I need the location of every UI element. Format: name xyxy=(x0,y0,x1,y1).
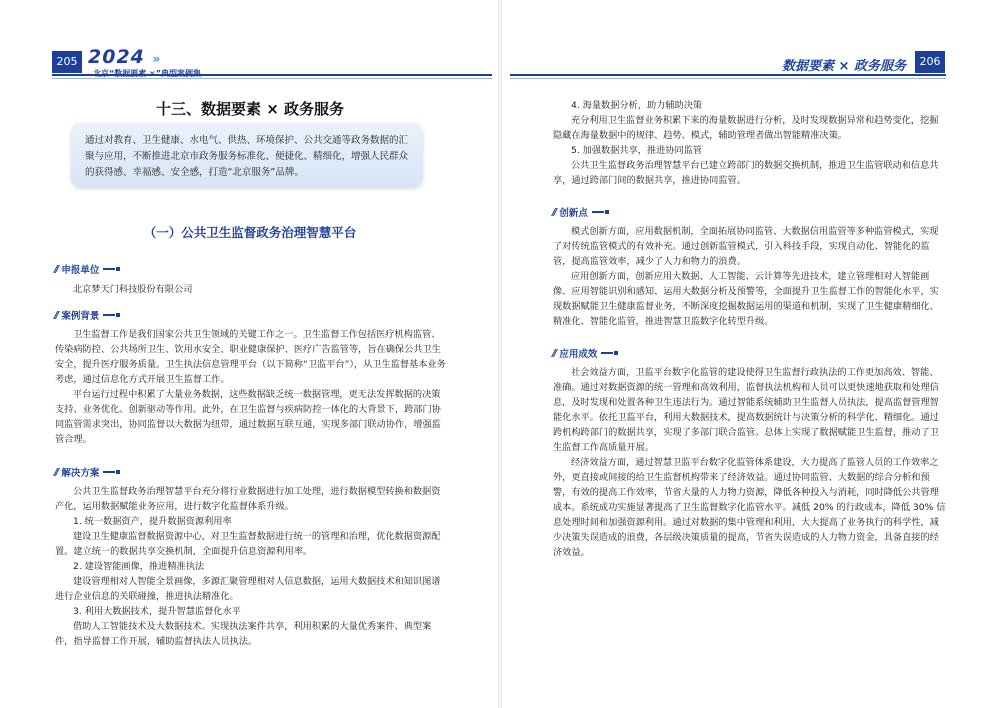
item-title: 5. 加强数据共享，推进协同监管 xyxy=(571,145,703,156)
heading-dot xyxy=(116,313,120,317)
page-number: 206 xyxy=(915,51,945,73)
slash-mark-icon: // xyxy=(552,347,556,359)
chapter-intro-box xyxy=(71,123,423,187)
paragraph: 充分利用卫生监督业务积累下来的海量数据进行分析，及时发现数据异常和趋势变化，挖掘隐藏在海量数据中的规律、趋势、模式，辅助管理者做出智能精准决策。 xyxy=(553,115,939,141)
item-title: 4. 海量数据分析，助力辅助决策 xyxy=(571,100,703,111)
slash-mark-icon: // xyxy=(54,466,58,478)
applicant-heading xyxy=(54,262,120,276)
paragraph: 公共卫生监督政务治理智慧平台已建立跨部门的数据交换机制，推进卫生监管联动和信息共享，通过跨部门间的数据共享，推进协同监管。 xyxy=(553,160,939,186)
results-heading xyxy=(552,346,618,360)
applicant-name: 北京梦天门科技股份有限公司 xyxy=(73,284,193,295)
heading-label: 应用成效 xyxy=(559,349,598,360)
heading-label: 案例背景 xyxy=(61,311,100,322)
paragraph: 经济效益方面，通过智慧卫监平台数字化监管体系建设，大力提高了监管人员的工作效率之外，更直接或间接的给卫生监督机构带来了经济效益。通过协同监管、大数据的综合分析和预警，有效的提高工作效率，节省大量的人力物力资源，降低各种投入与消耗，同时降低公共管理成本。系统成功实施显著提高了卫生监督数字化监管水平。减低 20% 的行政成本，降低 30% 信息处理时间和加强资源利用。通过对数据的集中管理和利用，大大提高了业务执行的科学性，减少决策失误造成的浪费，各层级决策质量的提高，节省失误造成的人力物力资金，具备直接的经济效益。 xyxy=(553,457,946,558)
background-heading xyxy=(54,308,120,322)
slash-mark-icon: // xyxy=(552,206,556,218)
paragraph: 卫生监督工作是我们国家公共卫生领域的关键工作之一。卫生监督工作包括医疗机构监管、传染病防控、公共场所卫生、饮用水安全、职业健康保护、医疗广告监管等，旨在确保公共卫生安全，提升医疗服务质量。卫生执法信息管理平台（以下简称“卫监平台”），从卫生监督基本业务考虑，通过信息化方式开展卫生监督工作。 xyxy=(55,329,446,385)
item-title: 2. 建设智能画像，推进精准执法 xyxy=(73,561,205,572)
paragraph: 借助人工智能技术及大数据技术。实现执法案件共享，利用积累的大量优秀案件、典型案件，指导监督工作开展，辅助监督执法人员执法。 xyxy=(55,621,432,647)
paragraph: 公共卫生监督政务治理智慧平台充分将行业数据进行加工处理，进行数据模型转换和数据资产化，运用数据赋能业务应用，进行数字化监督体系升级。 xyxy=(55,486,441,512)
heading-dot xyxy=(116,267,120,271)
solution-body xyxy=(55,484,448,649)
header-rule xyxy=(52,74,492,76)
innovation-body xyxy=(553,224,946,329)
paragraph: 模式创新方面，应用数据机制，全面拓展协同监管、大数据信用监管等多种监管模式，实现了对传统监管模式的有效补充。通过创新监管模式，引入科技手段，实现自动化、智能化的监管，提高监管效率，减少了人力和物力的浪费。 xyxy=(553,226,939,267)
item-title: 3. 利用大数据技术，提升智慧监督化水平 xyxy=(73,606,241,617)
paragraph: 应用创新方面，创新应用大数据、人工智能、云计算等先进技术，建立管理相对人智能画像、应用智能识别和感知、运用大数据分析及预警等，全面提升卫生监督工作的智能化水平，实现数据赋能卫生健康监督业务，不断深度挖掘数据运用的渠道和机制，实现了卫生健康精细化、精准化、智能化监管，推进智慧卫监数字化转型升级。 xyxy=(553,271,939,327)
heading-label: 创新点 xyxy=(559,208,588,219)
solution-continued xyxy=(553,98,946,188)
heading-dot xyxy=(116,470,120,474)
item-title: 1. 统一数据资产，提升数据资源利用率 xyxy=(73,516,232,527)
slash-mark-icon: // xyxy=(54,263,58,275)
paragraph: 建设管理相对人智能全景画像，多源汇聚管理相对人信息数据，运用大数据技术和知识图谱进行企业信息的关联碰撞，推进执法精准化。 xyxy=(55,576,441,602)
header-rule-thin xyxy=(52,78,492,79)
heading-dot xyxy=(614,351,618,355)
heading-rule xyxy=(592,211,604,213)
chevron-right-icon: » xyxy=(152,52,162,66)
header-rule xyxy=(510,74,946,76)
chapter-title: 十三、数据要素 × 政务服务 xyxy=(155,100,344,118)
page-number: 205 xyxy=(52,51,82,73)
paragraph: 平台运行过程中积累了大量业务数据，这些数据缺乏统一数据管理，更无法发挥数据的决策支持、业务优化、创新驱动等作用。此外，在卫生监督与疾病防控一体化的大背景下，跨部门协同监管需求突出，协同监督以大数据为纽带，通过数据互联互通，实现多部门联动协作，增强监管合理。 xyxy=(55,389,441,445)
brand-logo xyxy=(88,46,161,68)
heading-rule xyxy=(103,471,115,473)
brand-year: 2024 xyxy=(88,46,145,68)
heading-dot xyxy=(605,210,609,214)
header-rule-thin xyxy=(510,78,946,79)
right-page xyxy=(500,0,1000,708)
paragraph: 建设卫生健康监督数据资源中心，对卫生监督数据进行统一的管理和治理，优化数据资源配置。建立统一的数据共享交换机制，全面提升信息资源利用率。 xyxy=(55,531,441,557)
innovation-heading xyxy=(552,205,609,219)
chapter-intro-text: 通过对教育、卫生健康、水电气、供热、环境保护、公共交通等政务数据的汇聚与应用，不断推进北京市政务服务标准化、便捷化、精细化，增强人民群众的获得感、幸福感、安全感，打造“北京服务”品牌。 xyxy=(85,135,409,178)
slash-mark-icon: // xyxy=(54,309,58,321)
paragraph: 社会效益方面，卫监平台数字化监管的建设使得卫生监督行政执法的工作更加高效、智能、准确。通过对数据资源的统一管理和高效利用，监督执法机构和人员可以更快速地获取和处理信息，及时发现和处置各种卫生违法行为。通过智能系统辅助卫生监督人员执法，提高监督管理智能化水平。依托卫监平台，利用大数据技术，提高数据统计与决策分析的科学化、精细化。通过跨机构跨部门的数据共享，实现了多部门联合监管。总体上实现了数据赋能卫生监督，推动了卫生监督工作高质量开展。 xyxy=(553,367,939,453)
section-title: （一）公共卫生监督政务治理智慧平台 xyxy=(143,225,357,240)
heading-label: 申报单位 xyxy=(61,265,100,276)
header-title: 数据要素 × 政务服务 xyxy=(782,59,906,74)
heading-rule xyxy=(601,352,613,354)
heading-rule xyxy=(103,314,115,316)
heading-rule xyxy=(103,268,115,270)
background-body xyxy=(55,327,448,447)
results-body xyxy=(553,365,946,560)
solution-heading xyxy=(54,465,120,479)
heading-label: 解决方案 xyxy=(61,468,100,479)
